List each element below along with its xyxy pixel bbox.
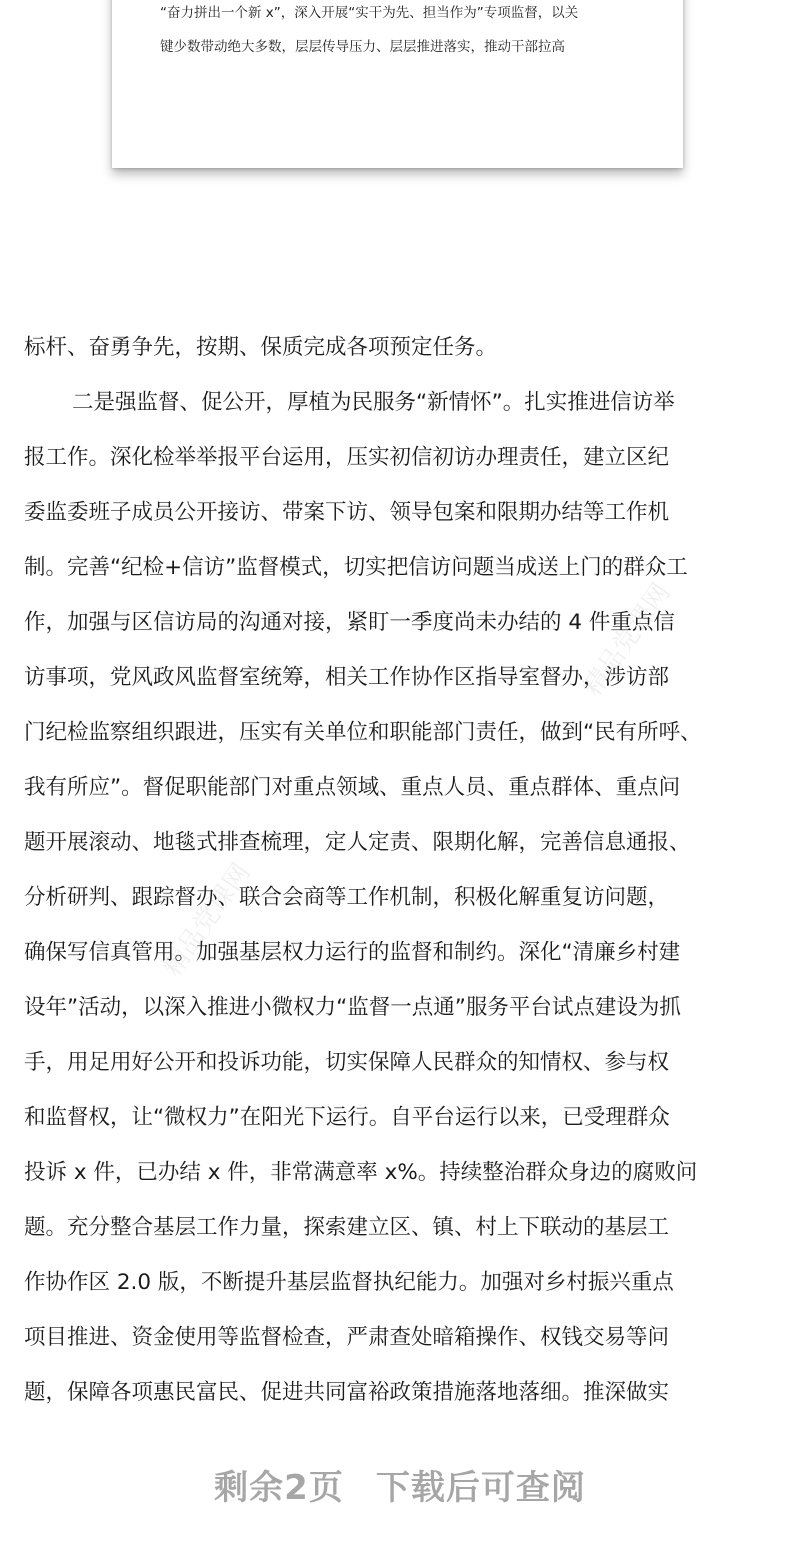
body-line: 作，加强与区信访局的沟通对接，紧盯一季度尚未办结的 4 件重点信: [24, 610, 675, 635]
body-line: 确保写信真管用。加强基层权力运行的监督和制约。深化“清廉乡村建: [24, 940, 681, 965]
body-line: 题。充分整合基层工作力量，探索建立区、镇、村上下联动的基层工: [24, 1215, 670, 1240]
body-line: 投诉 x 件，已办结 x 件，非常满意率 x%。持续整治群众身边的腐败问: [24, 1160, 698, 1185]
body-line: 二是强监督、促公开，厚植为民服务“新情怀”。扎实推进信访举: [72, 390, 675, 415]
body-line: 标杆、奋勇争先，按期、保质完成各项预定任务。: [24, 335, 498, 360]
body-line: 门纪检监察组织跟进，压实有关单位和职能部门责任，做到“民有所呼、: [24, 720, 702, 745]
body-line: 我有所应”。督促职能部门对重点领域、重点人员、重点群体、重点问: [24, 775, 681, 800]
preview-page-card: [112, 0, 683, 168]
remaining-pages-label: 剩余2页: [214, 1468, 344, 1508]
preview-line-1: “奋力拼出一个新 x”，深入开展“实干为先、担当作为”专项监督，以关: [160, 5, 579, 21]
body-line: 报工作。深化检举举报平台运用，压实初信初访办理责任，建立区纪: [24, 445, 670, 470]
body-line: 委监委班子成员公开接访、带案下访、领导包案和限期办结等工作机: [24, 500, 670, 525]
body-line: 和监督权，让“微权力”在阳光下运行。自平台运行以来，已受理群众: [24, 1105, 670, 1130]
body-line: 作协作区 2.0 版，不断提升基层监督执纪能力。加强对乡村振兴重点: [24, 1270, 674, 1295]
body-line: 分析研判、跟踪督办、联合会商等工作机制，积极化解重复访问题，: [24, 885, 670, 910]
watermark: 精品党课网: [157, 858, 257, 982]
preview-line-2: 键少数带动绝大多数，层层传导压力、层层推进落实，推动干部拉高: [160, 39, 565, 55]
body-line: 项目推进、资金使用等监督检查，严肃查处暗箱操作、权钱交易等问: [24, 1325, 670, 1350]
body-line: 题开展滚动、地毯式排查梳理，定人定责、限期化解，完善信息通报、: [24, 830, 691, 855]
document-body: [24, 328, 784, 1428]
body-line: 访事项，党风政风监督室统筹，相关工作协作区指导室督办，涉访部: [24, 665, 670, 690]
watermark: 精品党课网: [577, 578, 677, 702]
download-to-view-label[interactable]: 下载后可查阅: [375, 1468, 586, 1508]
body-line: 手，用足用好公开和投诉功能，切实保障人民群众的知情权、参与权: [24, 1050, 670, 1075]
download-prompt[interactable]: [0, 1460, 800, 1509]
body-line: 制。完善“纪检+信访”监督模式，切实把信访问题当成送上门的群众工: [24, 555, 688, 580]
body-line: 题，保障各项惠民富民、促进共同富裕政策措施落地落细。推深做实: [24, 1380, 670, 1405]
body-line: 设年”活动，以深入推进小微权力“监督一点通”服务平台试点建设为抓: [24, 995, 681, 1020]
